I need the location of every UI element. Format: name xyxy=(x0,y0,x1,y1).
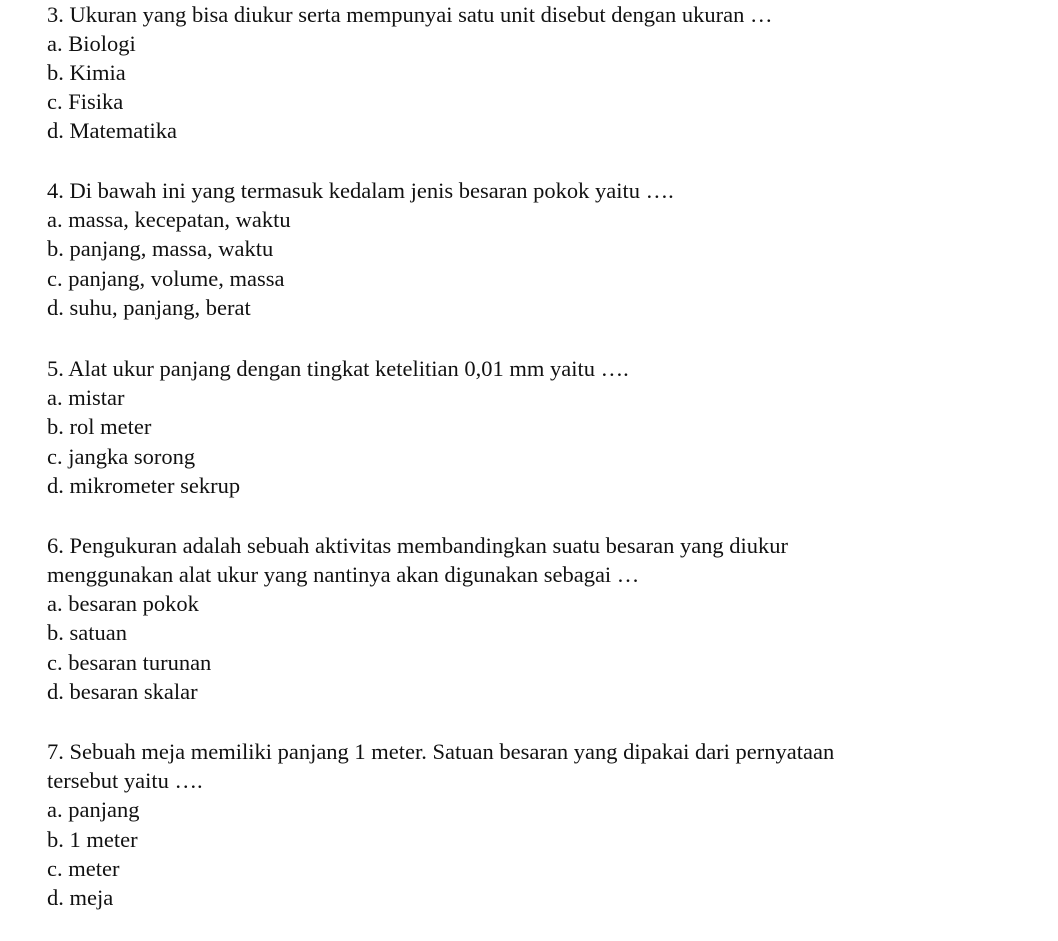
option-a: a. panjang xyxy=(47,797,140,822)
option-d: d. suhu, panjang, berat xyxy=(47,295,251,320)
question-stem: 6. Pengukuran adalah sebuah aktivitas membandingkan suatu besaran yang diukur xyxy=(47,533,789,558)
option-a: a. Biologi xyxy=(47,31,136,56)
option-d: d. Matematika xyxy=(47,118,177,143)
option-c: c. Fisika xyxy=(47,89,124,114)
option-d: d. mikrometer sekrup xyxy=(47,473,241,498)
question-stem-continued: tersebut yaitu …. xyxy=(47,768,203,793)
option-b: b. 1 meter xyxy=(47,827,138,852)
option-d: d. meja xyxy=(47,885,114,910)
option-c: c. panjang, volume, massa xyxy=(47,266,285,291)
option-b: b. Kimia xyxy=(47,60,126,85)
question-stem: 5. Alat ukur panjang dengan tingkat ketelitian 0,01 mm yaitu …. xyxy=(47,356,629,381)
question-stem: 7. Sebuah meja memiliki panjang 1 meter. Satuan besaran yang dipakai dari pernyataan xyxy=(47,739,835,764)
question-stem-continued: menggunakan alat ukur yang nantinya akan digunakan sebagai … xyxy=(47,562,640,587)
option-a: a. massa, kecepatan, waktu xyxy=(47,207,291,232)
option-b: b. panjang, massa, waktu xyxy=(47,236,274,261)
option-a: a. besaran pokok xyxy=(47,591,199,616)
option-c: c. besaran turunan xyxy=(47,650,212,675)
option-d: d. besaran skalar xyxy=(47,679,198,704)
option-b: b. rol meter xyxy=(47,414,152,439)
question-stem: 4. Di bawah ini yang termasuk kedalam jenis besaran pokok yaitu …. xyxy=(47,178,674,203)
option-b: b. satuan xyxy=(47,620,127,645)
option-a: a. mistar xyxy=(47,385,125,410)
option-c: c. meter xyxy=(47,856,120,881)
question-stem: 3. Ukuran yang bisa diukur serta mempunyai satu unit disebut dengan ukuran … xyxy=(47,2,773,27)
option-c: c. jangka sorong xyxy=(47,444,196,469)
